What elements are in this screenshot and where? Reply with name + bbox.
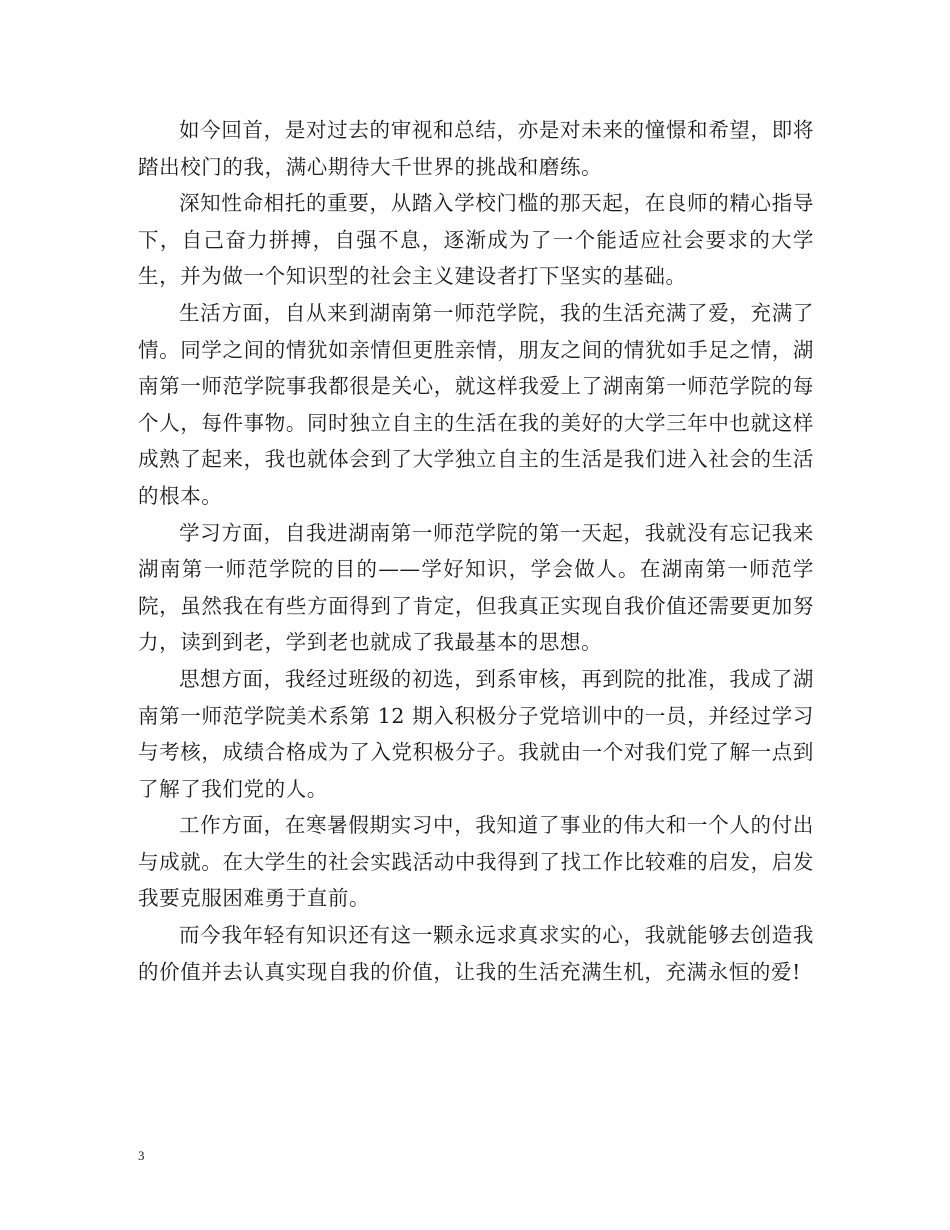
paragraph-1: 如今回首，是对过去的审视和总结，亦是对未来的憧憬和希望，即将踏出校门的我，满心期待大千世界的挑战和磨练。 xyxy=(138,118,814,179)
paragraph-3: 生活方面，自从来到湖南第一师范学院，我的生活充满了爱，充满了情。同学之间的情犹如亲情但更胜亲情，朋友之间的情犹如手足之情，湖南第一师范学院事我都很是关心，就这样我爱上了湖南第一师范学院的每个人，每件事物。同时独立自主的生活在我的美好的大学三年中也就这样成熟了起来，我也就体会到了大学独立自主的生活是我们进入社会的生活的根本。 xyxy=(138,300,814,508)
paragraph-4: 学习方面，自我进湖南第一师范学院的第一天起，我就没有忘记我来湖南第一师范学院的目的——学好知识，学会做人。在湖南第一师范学院，虽然我在有些方面得到了肯定，但我真正实现自我价值还需要更加努力，读到到老，学到老也就成了我最基本的思想。 xyxy=(138,520,814,655)
document-body xyxy=(138,112,814,990)
paragraph-6: 工作方面，在寒暑假期实习中，我知道了事业的伟大和一个人的付出与成就。在大学生的社会实践活动中我得到了找工作比较难的启发，启发我要克服困难勇于直前。 xyxy=(138,813,814,911)
paragraph-5: 思想方面，我经过班级的初选，到系审核，再到院的批准，我成了湖南第一师范学院美术系第 12 期入积极分子党培训中的一员，并经过学习与考核，成绩合格成为了入党积极分子。我就由一个对我们党了解一点到了解了我们党的人。 xyxy=(138,666,814,801)
page-number: 3 xyxy=(138,1148,145,1163)
paragraph-2: 深知性命相托的重要，从踏入学校门槛的那天起，在良师的精心指导下，自己奋力拼搏，自强不息，逐渐成为了一个能适应社会要求的大学生，并为做一个知识型的社会主义建设者打下坚实的基础。 xyxy=(138,191,814,289)
paragraph-7: 而今我年轻有知识还有这一颗永远求真求实的心，我就能够去创造我的价值并去认真实现自我的价值，让我的生活充满生机，充满永恒的爱! xyxy=(138,923,814,984)
